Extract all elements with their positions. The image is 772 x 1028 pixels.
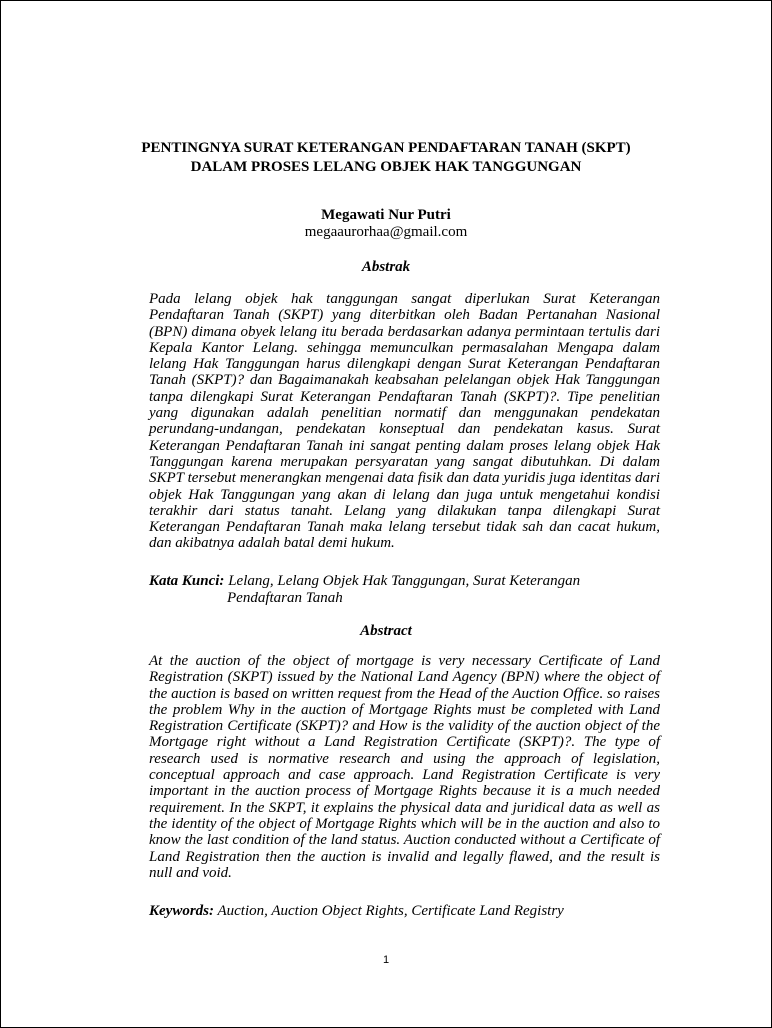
kata-kunci-label: Kata Kunci: — [149, 573, 225, 589]
page-number: 1 — [382, 954, 390, 966]
title-line-1: PENTINGNYA SURAT KETERANGAN PENDAFTARAN TANAH (SKPT) — [141, 140, 631, 156]
author-email: megaaurorhaa@gmail.com — [304, 224, 468, 240]
kata-kunci-line-1: Lelang, Lelang Objek Hak Tanggungan, Surat Keterangan — [224, 573, 581, 589]
title-line-2: DALAM PROSES LELANG OBJEK HAK TANGGUNGAN — [190, 159, 582, 175]
abstract-text: At the auction of the object of mortgage is very necessary Certificate of Land Registration (SKPT) issued by the National Land Agency (BPN) where the object of the auction is based on written request from the Head of the Auction Office. so raises the problem Why in the auction of Mortgage Rights must be completed with Land Registration Certificate (SKPT)? and How is the validity of the auction object of the Mortgage right without a Land Registration Certificate (SKPT)?. The type of research used is normative research and using the approach of legislation, conceptual approach and case approach. Land Registration Certificate is very important in the auction process of Mortgage Rights because it is a much needed requirement. In the SKPT, it explains the physical data and juridical data as well as the identity of the object of Mortgage Rights which will be in the auction and also to know the last condition of the land status. Auction conducted without a Certificate of Land Registration then the auction is invalid and legally flawed, and the result is null and void. — [149, 653, 660, 881]
keywords — [149, 903, 669, 920]
kata-kunci-line-2: Pendaftaran Tanah — [227, 590, 343, 606]
abstrak-text: Pada lelang objek hak tanggungan sangat diperlukan Surat Keterangan Pendaftaran Tanah (SKPT) yang diterbitkan oleh Badan Pertanahan Nasional (BPN) dimana obyek lelang itu berada berdasarkan adanya permintaan tertulis dari Kepala Kantor Lelang. sehingga memunculkan permasalahan Mengapa dalam lelang Hak Tanggungan harus dilengkapi dengan Surat Keterangan Pendaftaran Tanah (SKPT)? dan Bagaimanakah keabsahan pelelangan objek Hak Tanggungan tanpa dilengkapi Surat Keterangan Pendaftaran Tanah (SKPT)?. Tipe penelitian yang digunakan adalah penelitian normatif dan menggunakan pendekatan perundang-undangan, pendekatan konseptual dan pendekatan kasus. Surat Keterangan Pendaftaran Tanah ini sangat penting dalam proses lelang objek Hak Tanggungan karena merupakan persyaratan yang sangat dibutuhkan. Di dalam SKPT tersebut menerangkan mengenai data fisik dan data yuridis juga identitas dari objek Hak Tanggungan yang akan di lelang dan juga untuk mengetahui kondisi terakhir dari status tanaht. Lelang yang dilakukan tanpa dilengkapi Surat Keterangan Pendaftaran Tanah maka lelang tersebut tidak sah dan cacat hukum, dan akibatnya adalah batal demi hukum. — [149, 291, 660, 552]
author-name: Megawati Nur Putri — [321, 207, 451, 223]
author-block — [1, 207, 771, 241]
abstrak-heading: Abstrak — [361, 259, 411, 275]
abstract-heading: Abstract — [360, 623, 412, 639]
paper-title — [1, 139, 771, 177]
keywords-label: Keywords: — [149, 903, 214, 919]
kata-kunci — [149, 573, 669, 607]
keywords-text: Auction, Auction Object Rights, Certificate Land Registry — [214, 903, 564, 919]
